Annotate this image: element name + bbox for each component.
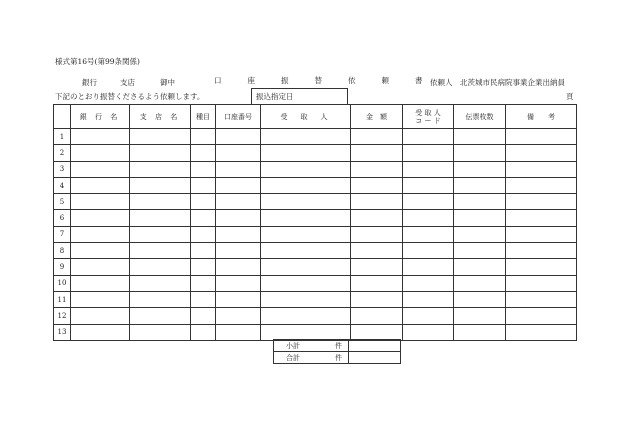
- type-cell[interactable]: [191, 161, 216, 177]
- header-type: 種目: [191, 105, 216, 129]
- slips-cell[interactable]: [454, 308, 506, 324]
- payee-code-cell[interactable]: [403, 291, 454, 307]
- type-cell[interactable]: [191, 243, 216, 259]
- payee-code-cell[interactable]: [403, 308, 454, 324]
- type-cell[interactable]: [191, 275, 216, 291]
- form-number: 様式第16号(第99条関係): [55, 57, 140, 66]
- bank-cell[interactable]: [71, 226, 130, 242]
- remarks-cell[interactable]: [506, 275, 577, 291]
- payee-code-cell[interactable]: [403, 177, 454, 193]
- bank-cell[interactable]: [71, 129, 130, 145]
- amount-cell[interactable]: [351, 275, 403, 291]
- bank-cell[interactable]: [71, 275, 130, 291]
- type-cell[interactable]: [191, 324, 216, 340]
- bank-cell[interactable]: [71, 291, 130, 307]
- title-char: 依: [348, 76, 356, 85]
- slips-cell[interactable]: [454, 243, 506, 259]
- type-cell[interactable]: [191, 210, 216, 226]
- payee-code-cell[interactable]: [403, 243, 454, 259]
- account-cell[interactable]: [216, 308, 261, 324]
- type-cell[interactable]: [191, 291, 216, 307]
- payee-code-cell[interactable]: [403, 324, 454, 340]
- table-row: [54, 259, 577, 275]
- branch-cell[interactable]: [130, 275, 191, 291]
- remarks-cell[interactable]: [506, 177, 577, 193]
- slips-cell[interactable]: [454, 145, 506, 161]
- branch-cell[interactable]: [130, 324, 191, 340]
- type-cell[interactable]: [191, 259, 216, 275]
- slips-cell[interactable]: [454, 194, 506, 210]
- payee-code-cell[interactable]: [403, 161, 454, 177]
- subtotal-amount-cell[interactable]: [349, 340, 401, 352]
- subtotal-unit: 件: [335, 341, 342, 350]
- row-number: 13: [54, 324, 71, 340]
- bank-cell[interactable]: [71, 194, 130, 210]
- bank-cell[interactable]: [71, 324, 130, 340]
- title-char: 振: [281, 76, 289, 85]
- table-row: [54, 129, 577, 145]
- header-slips: 伝票枚数: [454, 105, 506, 129]
- branch-cell[interactable]: [130, 129, 191, 145]
- account-cell[interactable]: [216, 226, 261, 242]
- payee-cell[interactable]: [261, 177, 351, 193]
- table-row: [54, 291, 577, 307]
- type-cell[interactable]: [191, 194, 216, 210]
- amount-cell[interactable]: [351, 194, 403, 210]
- payee-code-cell[interactable]: [403, 210, 454, 226]
- remarks-cell[interactable]: [506, 243, 577, 259]
- transfer-table: [53, 104, 577, 341]
- remarks-cell[interactable]: [506, 308, 577, 324]
- payee-code-cell[interactable]: [403, 129, 454, 145]
- form-title: [214, 68, 423, 87]
- branch-cell[interactable]: [130, 308, 191, 324]
- payee-cell[interactable]: [261, 161, 351, 177]
- type-cell[interactable]: [191, 145, 216, 161]
- row-number: 11: [54, 291, 71, 307]
- summary-table: [273, 339, 401, 364]
- bank-cell[interactable]: [71, 308, 130, 324]
- amount-cell[interactable]: [351, 210, 403, 226]
- branch-cell[interactable]: [130, 177, 191, 193]
- table-row: [54, 308, 577, 324]
- row-number: 9: [54, 259, 71, 275]
- table-row: [54, 275, 577, 291]
- header-account: 口座番号: [216, 105, 261, 129]
- remarks-cell[interactable]: [506, 324, 577, 340]
- payee-cell[interactable]: [261, 210, 351, 226]
- header-remarks: 備 考: [506, 105, 577, 129]
- total-label: 合計: [286, 353, 300, 362]
- branch-label: 支店: [120, 78, 135, 87]
- payee-cell[interactable]: [261, 129, 351, 145]
- subtotal-label: 小計: [286, 341, 300, 350]
- type-cell[interactable]: [191, 129, 216, 145]
- slips-cell[interactable]: [454, 259, 506, 275]
- account-cell[interactable]: [216, 324, 261, 340]
- row-number: 10: [54, 275, 71, 291]
- row-number: 1: [54, 129, 71, 145]
- slips-cell[interactable]: [454, 226, 506, 242]
- slips-cell[interactable]: [454, 161, 506, 177]
- account-cell[interactable]: [216, 177, 261, 193]
- payee-cell[interactable]: [261, 243, 351, 259]
- row-number: 7: [54, 226, 71, 242]
- type-cell[interactable]: [191, 177, 216, 193]
- account-cell[interactable]: [216, 243, 261, 259]
- slips-cell[interactable]: [454, 129, 506, 145]
- remarks-cell[interactable]: [506, 291, 577, 307]
- account-cell[interactable]: [216, 259, 261, 275]
- header-amount: 金 額: [351, 105, 403, 129]
- payee-cell[interactable]: [261, 308, 351, 324]
- remarks-cell[interactable]: [506, 210, 577, 226]
- row-number: 2: [54, 145, 71, 161]
- payee-code-cell[interactable]: [403, 275, 454, 291]
- payee-cell[interactable]: [261, 226, 351, 242]
- header-no: [54, 105, 71, 129]
- remarks-cell[interactable]: [506, 145, 577, 161]
- row-number: 12: [54, 308, 71, 324]
- bank-cell[interactable]: [71, 243, 130, 259]
- bank-cell[interactable]: [71, 210, 130, 226]
- payee-code-cell[interactable]: [403, 145, 454, 161]
- bank-cell[interactable]: [71, 259, 130, 275]
- row-number: 8: [54, 243, 71, 259]
- transfer-date-label: 振込指定日: [256, 92, 294, 101]
- bank-label: 銀行: [82, 78, 97, 87]
- table-row: [54, 210, 577, 226]
- bank-cell[interactable]: [71, 145, 130, 161]
- branch-cell[interactable]: [130, 291, 191, 307]
- payee-code-cell[interactable]: [403, 226, 454, 242]
- remarks-cell[interactable]: [506, 129, 577, 145]
- row-number: 3: [54, 161, 71, 177]
- account-cell[interactable]: [216, 291, 261, 307]
- payee-cell[interactable]: [261, 275, 351, 291]
- amount-cell[interactable]: [351, 243, 403, 259]
- slips-cell[interactable]: [454, 291, 506, 307]
- table-row: [54, 226, 577, 242]
- branch-cell[interactable]: [130, 243, 191, 259]
- title-char: 替: [314, 76, 322, 85]
- branch-cell[interactable]: [130, 161, 191, 177]
- type-cell[interactable]: [191, 308, 216, 324]
- total-row: [274, 352, 401, 364]
- subtotal-row: [274, 340, 401, 352]
- remarks-cell[interactable]: [506, 259, 577, 275]
- table-row: [54, 194, 577, 210]
- header-bank: 銀 行 名: [71, 105, 130, 129]
- addressee-label: 御中: [160, 78, 175, 87]
- total-unit: 件: [335, 353, 342, 362]
- payee-cell[interactable]: [261, 259, 351, 275]
- row-number: 5: [54, 194, 71, 210]
- slips-cell[interactable]: [454, 210, 506, 226]
- title-char: 書: [415, 76, 423, 85]
- payee-cell[interactable]: [261, 194, 351, 210]
- account-cell[interactable]: [216, 275, 261, 291]
- payee-code-cell[interactable]: [403, 194, 454, 210]
- instruction-text: 下記のとおり振替くださるよう依頼します。: [55, 92, 205, 101]
- amount-cell[interactable]: [351, 129, 403, 145]
- title-char: 座: [247, 76, 255, 85]
- slips-cell[interactable]: [454, 324, 506, 340]
- amount-cell[interactable]: [351, 161, 403, 177]
- title-char: 頼: [381, 76, 389, 85]
- table-row: [54, 324, 577, 340]
- payee-cell[interactable]: [261, 291, 351, 307]
- payee-cell[interactable]: [261, 145, 351, 161]
- header-branch: 支 店 名: [130, 105, 191, 129]
- table-row: [54, 161, 577, 177]
- header-payee-code-top: 受 取 人: [415, 108, 441, 117]
- branch-cell[interactable]: [130, 226, 191, 242]
- slips-cell[interactable]: [454, 275, 506, 291]
- branch-cell[interactable]: [130, 259, 191, 275]
- header-payee: 受 取 人: [261, 105, 351, 129]
- account-cell[interactable]: [216, 145, 261, 161]
- total-amount-cell[interactable]: [349, 352, 401, 364]
- branch-cell[interactable]: [130, 145, 191, 161]
- title-char: 口: [214, 76, 222, 85]
- amount-cell[interactable]: [351, 308, 403, 324]
- table-header-row: [54, 105, 577, 129]
- slips-cell[interactable]: [454, 177, 506, 193]
- amount-cell[interactable]: [351, 324, 403, 340]
- account-cell[interactable]: [216, 161, 261, 177]
- header-payee-code: [403, 105, 454, 129]
- amount-cell[interactable]: [351, 145, 403, 161]
- table-row: [54, 243, 577, 259]
- payee-code-cell[interactable]: [403, 259, 454, 275]
- account-cell[interactable]: [216, 194, 261, 210]
- header-payee-code-bottom: コ ー ド: [415, 116, 441, 125]
- remarks-cell[interactable]: [506, 161, 577, 177]
- branch-cell[interactable]: [130, 194, 191, 210]
- table-row: [54, 177, 577, 193]
- amount-cell[interactable]: [351, 226, 403, 242]
- row-number: 4: [54, 177, 71, 193]
- amount-cell[interactable]: [351, 177, 403, 193]
- amount-cell[interactable]: [351, 291, 403, 307]
- remarks-cell[interactable]: [506, 226, 577, 242]
- type-cell[interactable]: [191, 226, 216, 242]
- payee-cell[interactable]: [261, 324, 351, 340]
- table-row: [54, 145, 577, 161]
- bank-cell[interactable]: [71, 161, 130, 177]
- amount-cell[interactable]: [351, 259, 403, 275]
- transfer-date-box[interactable]: [251, 88, 348, 105]
- page-label: 頁: [566, 92, 574, 101]
- branch-cell[interactable]: [130, 210, 191, 226]
- account-cell[interactable]: [216, 210, 261, 226]
- remarks-cell[interactable]: [506, 194, 577, 210]
- account-cell[interactable]: [216, 129, 261, 145]
- requester-label: 依頼人 北茨城市民病院事業企業出納員: [430, 78, 565, 87]
- bank-cell[interactable]: [71, 177, 130, 193]
- row-number: 6: [54, 210, 71, 226]
